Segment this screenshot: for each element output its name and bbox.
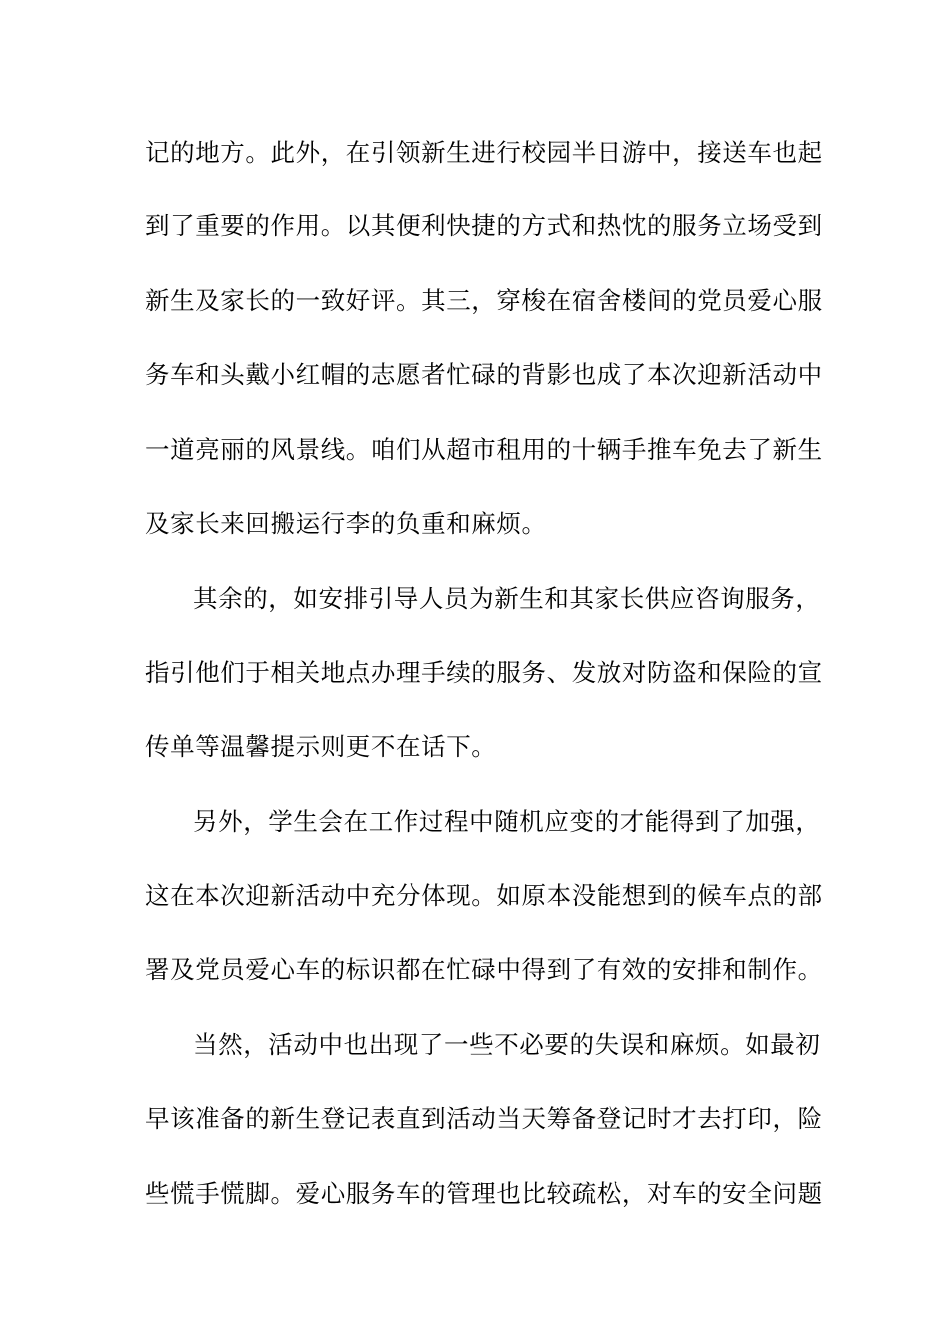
paragraph-3-line-1: 另外，学生会在工作过程中随机应变的才能得到了加强， <box>193 807 821 836</box>
paragraph-2-line-1: 其余的，如安排引导人员为新生和其家长供应咨询服务， <box>193 584 821 613</box>
paragraph-1-line-3: 新生及家长的一致好评。其三，穿梭在宿舍楼间的党员爱心服 <box>145 286 823 315</box>
paragraph-3-line-3: 署及党员爱心车的标识都在忙碌中得到了有效的安排和制作。 <box>145 955 823 984</box>
paragraph-1-line-6: 及家长来回搬运行李的负重和麻烦。 <box>145 509 547 538</box>
paragraph-1-line-5: 一道亮丽的风景线。咱们从超市租用的十辆手推车免去了新生 <box>145 435 823 464</box>
paragraph-2-line-2: 指引他们于相关地点办理手续的服务、发放对防盗和保险的宣 <box>145 658 823 687</box>
paragraph-4-line-2: 早该准备的新生登记表直到活动当天筹备登记时才去打印，险 <box>145 1104 823 1133</box>
paragraph-2-line-3: 传单等温馨提示则更不在话下。 <box>145 732 497 761</box>
paragraph-4-line-3: 些慌手慌脚。爱心服务车的管理也比较疏松，对车的安全问题 <box>145 1179 823 1208</box>
paragraph-4-line-1: 当然，活动中也出现了一些不必要的失误和麻烦。如最初 <box>193 1030 821 1059</box>
paragraph-3-line-2: 这在本次迎新活动中充分体现。如原本没能想到的候车点的部 <box>145 881 823 910</box>
paragraph-1-line-4: 务车和头戴小红帽的志愿者忙碌的背影也成了本次迎新活动中 <box>145 360 823 389</box>
paragraph-1-line-1: 记的地方。此外，在引领新生进行校园半日游中，接送车也起 <box>145 138 823 167</box>
paragraph-1-line-2: 到了重要的作用。以其便利快捷的方式和热忱的服务立场受到 <box>145 211 823 240</box>
